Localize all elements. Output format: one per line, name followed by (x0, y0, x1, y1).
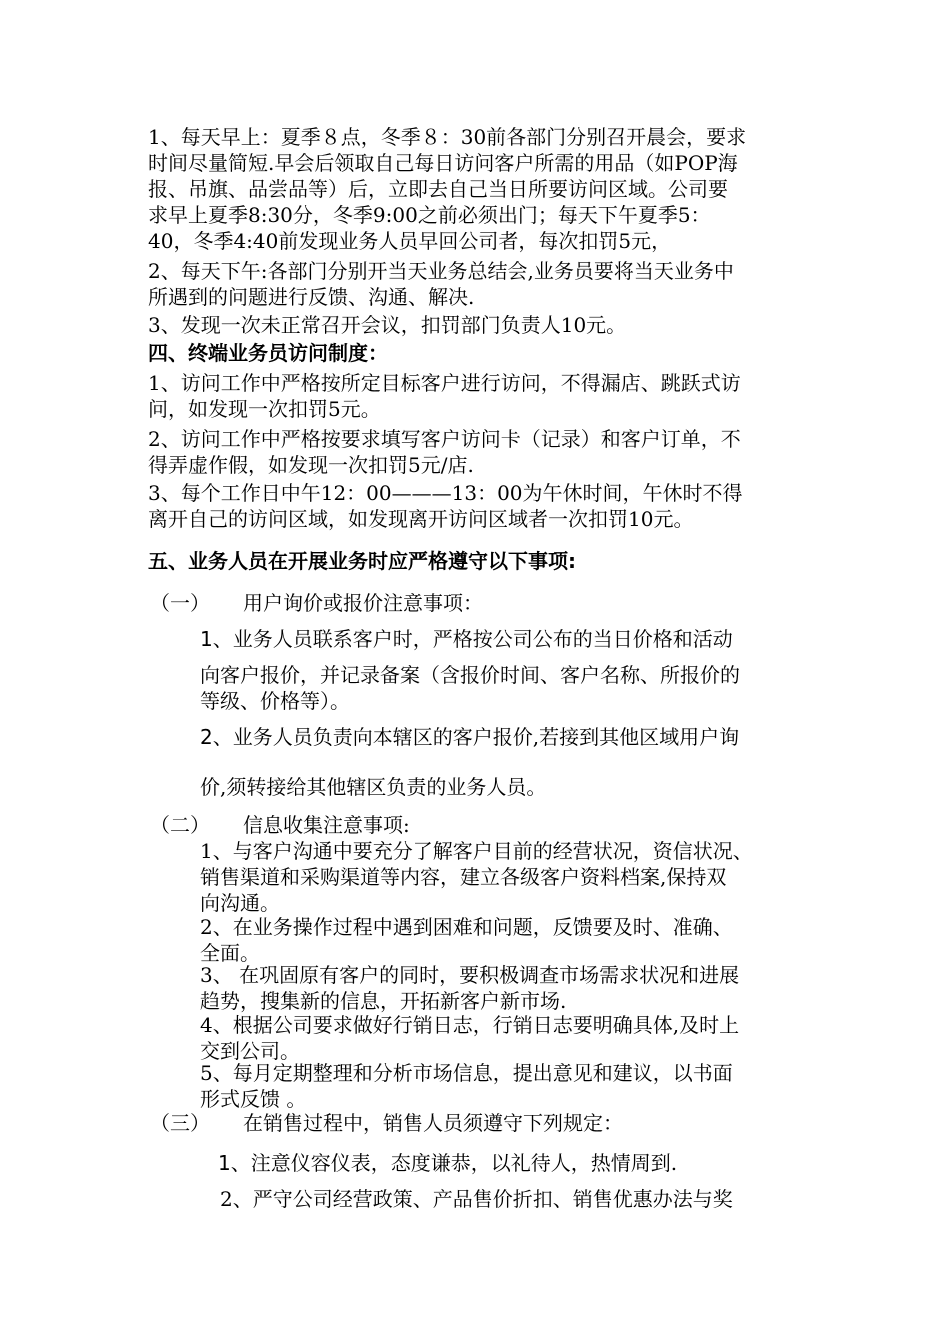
paragraph-line: 3、发现一次未正常召开会议，扣罚部门负责人10元。 (148, 313, 627, 337)
list-item-line: 价,须转接给其他辖区负责的业务人员。 (200, 775, 547, 799)
paragraph-line: 40，冬季4:40前发现业务人员早回公司者，每次扣罚5元， (148, 229, 672, 253)
list-item-line: 销售渠道和采购渠道等内容，建立各级客户资料档案,保持双 (200, 865, 727, 889)
paragraph-line: 3、每个工作日中午12：00———13：00为午休时间，午休时不得 (148, 481, 743, 505)
paragraph-line: 所遇到的问题进行反馈、沟通、解决. (148, 285, 475, 309)
list-item-line (218, 1150, 677, 1176)
subsection-label: 用户询价或报价注意事项： (243, 591, 483, 615)
list-item-line: 形式反馈 。 (200, 1087, 307, 1111)
item-number: 1 (218, 1151, 231, 1175)
paragraph-line: 求早上夏季8:30分，冬季9:00之前必须出门；每天下午夏季5： (148, 203, 711, 227)
list-item-line: 1、与客户沟通中要充分了解客户目前的经营状况，资信状况、 (200, 839, 753, 863)
list-item-line: 3、 在巩固原有客户的同时，要积极调查市场需求状况和进展 (200, 963, 740, 987)
list-item-line: 趋势，搜集新的信息，开拓新客户新市场. (200, 989, 567, 1013)
item-text: 、注意仪容仪表，态度谦恭，以礼待人，热情周到. (230, 1151, 678, 1175)
list-item-line (200, 626, 733, 652)
list-item-line: 交到公司。 (200, 1039, 300, 1063)
section-heading: 五、业务人员在开展业务时应严格遵守以下事项: (148, 549, 576, 573)
paragraph-line: 2、每天下午:各部门分别开当天业务总结会,业务员要将当天业务中 (148, 259, 734, 283)
list-item-line: 向沟通。 (200, 891, 280, 915)
paragraph-line: 报、吊旗、品尝品等）后，立即去自己当日所要访问区域。公司要 (148, 177, 728, 201)
paragraph-line: 1、访问工作中严格按所定目标客户进行访问，不得漏店、跳跃式访 (148, 371, 741, 395)
paragraph-line: 1、每天早上：夏季８点，冬季８：30前各部门分别召开晨会，要求 (148, 125, 747, 149)
subsection-marker: （三） (150, 1111, 210, 1135)
item-text: 、业务人员负责向本辖区的客户报价,若接到其他区域用户询 (212, 725, 740, 749)
paragraph-line: 问，如发现一次扣罚5元。 (148, 397, 381, 421)
subsection-label: 信息收集注意事项: (243, 813, 410, 837)
list-item-line: 5、每月定期整理和分析市场信息，提出意见和建议，以书面 (200, 1061, 733, 1085)
list-item-line: 全面。 (200, 941, 260, 965)
list-item-line: 向客户报价，并记录备案（含报价时间、客户名称、所报价的 (200, 663, 740, 687)
item-number: 2 (200, 725, 213, 749)
list-item-line: 2、在业务操作过程中遇到困难和问题，反馈要及时、准确、 (200, 915, 733, 939)
paragraph-line: 离开自己的访问区域，如发现离开访问区域者一次扣罚10元。 (148, 507, 694, 531)
subsection-marker: （一） (150, 591, 210, 615)
list-item-line (200, 724, 739, 750)
item-text: 、业务人员联系客户时，严格按公司公布的当日价格和活动 (212, 627, 733, 651)
item-number: 1 (200, 627, 213, 651)
paragraph-line: 2、访问工作中严格按要求填写客户访问卡（记录）和客户订单，不 (148, 427, 741, 451)
section-heading: 四、终端业务员访问制度： (148, 341, 388, 365)
paragraph-line: 得弄虚作假，如发现一次扣罚5元/店. (148, 453, 474, 477)
subsection-label: 在销售过程中，销售人员须遵守下列规定： (243, 1111, 623, 1135)
subsection-marker: （二） (150, 813, 210, 837)
list-item-line: 2、严守公司经营政策、产品售价折扣、销售优惠办法与奖 (220, 1187, 733, 1211)
list-item-line: 4、根据公司要求做好行销日志，行销日志要明确具体,及时上 (200, 1013, 740, 1037)
list-item-line: 等级、价格等）。 (200, 689, 350, 713)
paragraph-line: 时间尽量简短.早会后领取自己每日访问客户所需的用品（如POP海 (148, 151, 738, 175)
